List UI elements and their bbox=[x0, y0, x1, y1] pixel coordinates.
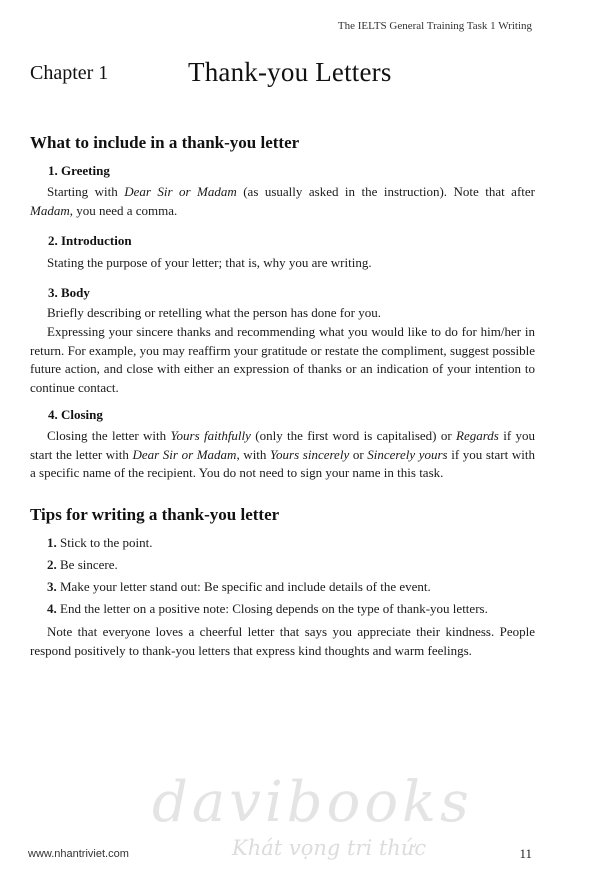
chapter-label: Chapter 1 bbox=[30, 62, 109, 84]
section-heading-tips: Tips for writing a thank-you letter bbox=[30, 505, 280, 524]
subheading-body: 3. Body bbox=[48, 285, 90, 300]
introduction-paragraph: Stating the purpose of your letter; that is, why you are writing. bbox=[47, 255, 372, 270]
list-item: 4. End the letter on a positive note: Closing depends on the type of thank-you letters. bbox=[47, 601, 488, 616]
body-paragraph-1: Briefly describing or retelling what the person has done for you. bbox=[47, 305, 381, 320]
subheading-introduction: 2. Introduction bbox=[48, 233, 132, 248]
subheading-closing: 4. Closing bbox=[48, 407, 103, 422]
greeting-paragraph: Starting with Dear Sir or Madam (as usually asked in the instruction). Note that after Madam, you need a comma. bbox=[30, 184, 535, 218]
body-paragraph-2: Expressing your sincere thanks and recommending what you would like to do for him/her in return. For example, you may reaffirm your gratitude or restate the compliment, suggest possible future action, and close with either an expression of thanks or an indication of your intention to continue contact. bbox=[30, 324, 535, 395]
closing-paragraph: Closing the letter with Yours faithfully (only the first word is capitalised) or Regards if you start the letter with Dear Sir or Madam, with Yours sincerely or Sincerely yours if you start with a specific name of the recipient. You do not need to sign your name in this task. bbox=[30, 428, 535, 480]
note-paragraph: Note that everyone loves a cheerful letter that says you appreciate their kindness. People respond positively to thank-you letters that express kind thoughts and warm feelings. bbox=[30, 624, 535, 658]
list-item: 1. Stick to the point. bbox=[47, 535, 153, 550]
running-head: The IELTS General Training Task 1 Writing bbox=[337, 20, 532, 32]
tips-list bbox=[47, 532, 488, 620]
list-item: 2. Be sincere. bbox=[47, 557, 118, 572]
chapter-title: Thank-you Letters bbox=[188, 57, 392, 87]
list-item: 3. Make your letter stand out: Be specific and include details of the event. bbox=[47, 579, 431, 594]
footer-url: www.nhantriviet.com bbox=[28, 848, 129, 860]
subheading-greeting: 1. Greeting bbox=[48, 163, 110, 178]
watermark-tagline: Khát vọng tri thức bbox=[232, 836, 427, 860]
page-number: 11 bbox=[519, 846, 532, 861]
section-heading-what-to-include: What to include in a thank-you letter bbox=[30, 133, 300, 152]
watermark-logo: davibooks bbox=[152, 770, 473, 835]
